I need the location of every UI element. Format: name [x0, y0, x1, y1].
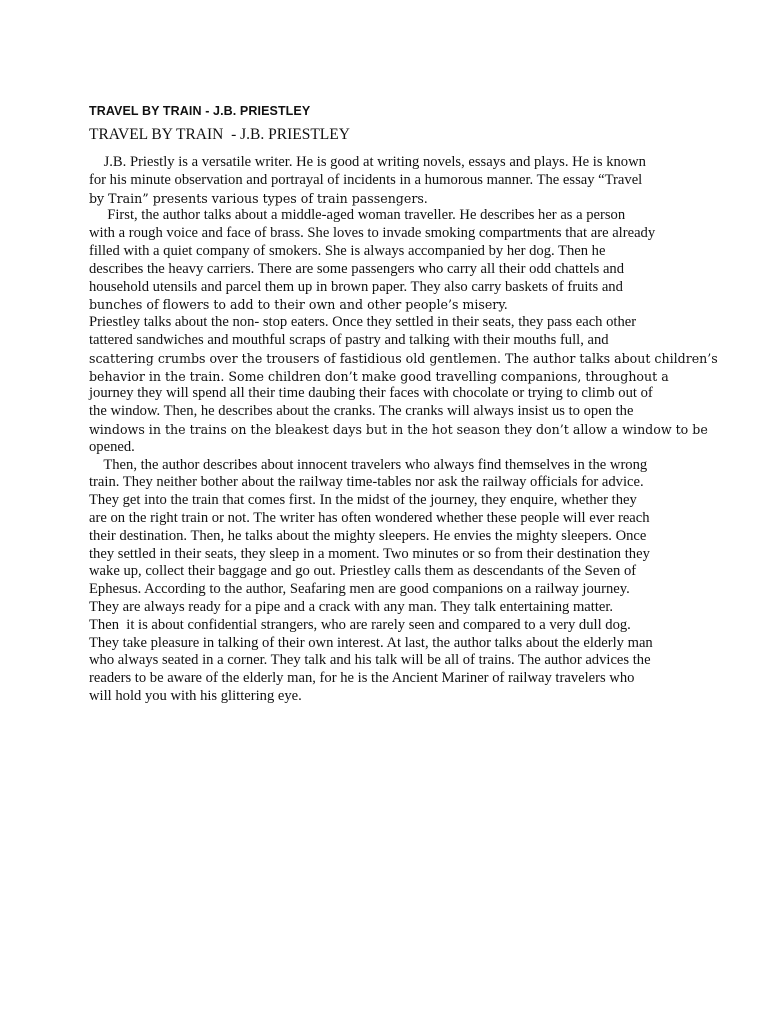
body-line: who always seated in a corner. They talk and his talk will be all of trains. The author advices the [89, 652, 651, 669]
body-line: First, the author talks about a middle-aged woman traveller. He describes her as a person [89, 207, 626, 224]
body-line: behavior in the train. Some children don’t make good travelling companions, throughout a [89, 368, 669, 384]
essay-body [89, 154, 718, 706]
body-line: will hold you with his glittering eye. [89, 687, 302, 704]
body-line: windows in the trains on the bleakest days but in the hot season they don’t allow a window to be [89, 421, 708, 437]
body-line: filled with a quiet company of smokers. She is always accompanied by her dog. Then he [89, 242, 606, 259]
body-line: wake up, collect their baggage and go out. Priestley calls them as descendants of the Seven of [89, 563, 637, 580]
body-line: their destination. Then, he talks about the mighty sleepers. He envies the mighty sleepers. Once [89, 527, 647, 544]
body-line: They take pleasure in talking of their own interest. At last, the author talks about the elderly man [89, 634, 653, 651]
document-subtitle: TRAVEL BY TRAIN - J.B. PRIESTLEY [89, 126, 350, 143]
body-line: describes the heavy carriers. There are some passengers who carry all their odd chattels and [89, 260, 625, 277]
body-line: with a rough voice and face of brass. She loves to invade smoking compartments that are already [89, 225, 656, 242]
body-line: tattered sandwiches and mouthful scraps of pastry and talking with their mouths full, and [89, 331, 609, 348]
body-line: journey they will spend all their time daubing their faces with chocolate or trying to climb out of [89, 385, 653, 402]
document-title: TRAVEL BY TRAIN - J.B. PRIESTLEY [89, 104, 311, 118]
document-page [89, 104, 718, 706]
body-line: They are always ready for a pipe and a crack with any man. They talk entertaining matter. [89, 598, 614, 615]
body-line: readers to be aware of the elderly man, for he is the Ancient Mariner of railway travelers who [89, 670, 635, 687]
body-line: household utensils and parcel them up in brown paper. They also carry baskets of fruits and [89, 278, 623, 295]
body-line: Then it is about confidential strangers, who are rarely seen and compared to a very dull dog. [89, 616, 631, 633]
body-line: Then, the author describes about innocent travelers who always find themselves in the wrong [89, 456, 648, 473]
body-line: opened. [89, 438, 135, 455]
body-line: They get into the train that comes first. In the midst of the journey, they enquire, whether they [89, 492, 637, 509]
body-line: are on the right train or not. The writer has often wondered whether these people will ever reach [89, 509, 650, 526]
body-line: J.B. Priestly is a versatile writer. He is good at writing novels, essays and plays. He is known [89, 154, 646, 170]
body-line: bunches of flowers to add to their own and other people’s misery. [89, 297, 508, 313]
body-line: the window. Then, he describes about the cranks. The cranks will always insist us to open the [89, 403, 634, 420]
body-line: by Train” presents various types of train passengers. [89, 190, 428, 206]
body-line: scattering crumbs over the trousers of fastidious old gentlemen. The author talks about children’s [89, 350, 718, 366]
body-line: they settled in their seats, they sleep in a moment. Two minutes or so from their destination they [89, 545, 650, 562]
body-line: for his minute observation and portrayal of incidents in a humorous manner. The essay “Travel [89, 171, 643, 188]
body-line: Ephesus. According to the author, Seafaring men are good companions on a railway journey. [89, 581, 630, 598]
body-line: train. They neither bother about the railway time-tables nor ask the railway officials for advice. [89, 474, 644, 491]
body-line: Priestley talks about the non- stop eaters. Once they settled in their seats, they pass each other [89, 314, 637, 331]
